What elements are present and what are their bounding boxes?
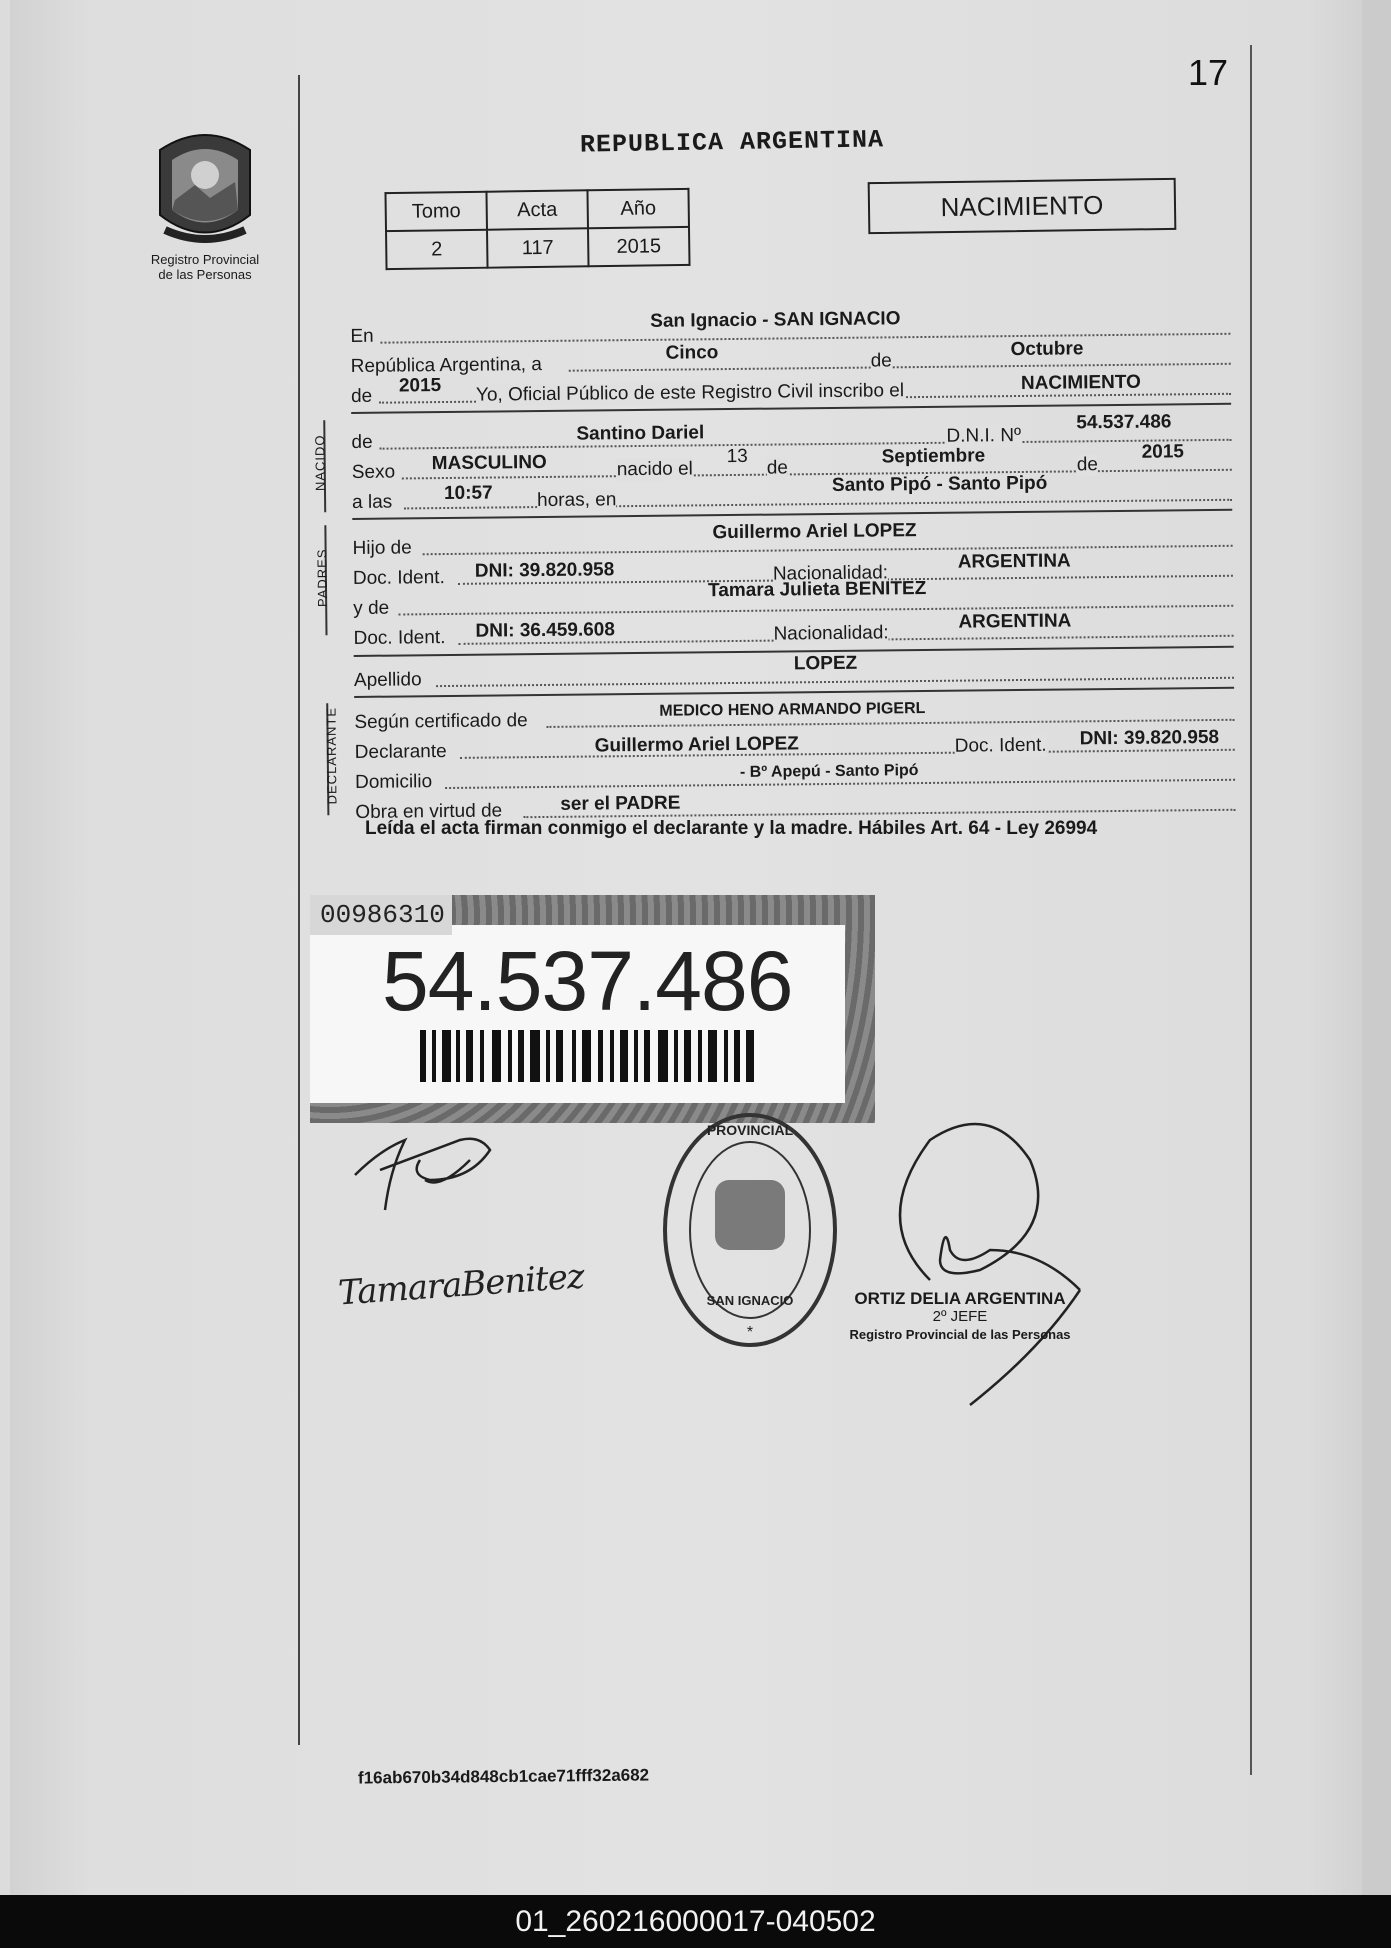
value-father-nationality: ARGENTINA (957, 550, 1071, 573)
ref-value-tomo: 2 (386, 230, 488, 269)
label-a-las: a las (352, 491, 393, 513)
left-margin-rule (298, 75, 300, 1745)
value-month: Octubre (1010, 338, 1084, 361)
label-statement: Yo, Oficial Público de este Registro Civil inscribo el (475, 380, 905, 406)
value-place: San Ignacio - SAN IGNACIO (650, 308, 901, 332)
section-nacido: NACIDO (312, 434, 328, 492)
mother-signature: TamaraBenitez (336, 1256, 586, 1314)
value-declarante: Guillermo Ariel LOPEZ (594, 733, 799, 757)
value-obra: ser el PADRE (560, 792, 681, 815)
label-mother-doc: Doc. Ident. (353, 627, 446, 649)
ref-value-acta: 117 (487, 228, 589, 267)
registry-caption-line-1: Registro Provincial (150, 252, 260, 267)
father-signature-icon (350, 1120, 500, 1220)
label-y-de: y de (353, 597, 390, 619)
value-birth-month: Septiembre (881, 445, 986, 468)
value-child-dni: 54.537.486 (1076, 411, 1172, 434)
ref-header-acta: Acta (486, 190, 588, 229)
official-role: 2º JEFE (932, 1308, 988, 1325)
dni-sticker (310, 895, 875, 1123)
value-mother-name: Tamara Julieta BENITEZ (707, 577, 927, 602)
svg-text:*: * (746, 1324, 754, 1341)
ref-header-tomo: Tomo (385, 192, 487, 231)
label-sexo: Sexo (351, 461, 396, 483)
document-title: REPUBLICA ARGENTINA (579, 125, 885, 160)
value-sexo: MASCULINO (431, 451, 547, 475)
label-de-year: de (350, 385, 373, 407)
label-declarante: Declarante (354, 741, 447, 763)
value-time: 10:57 (443, 482, 493, 505)
legal-statement: Leída el acta firman conmigo el declarante y la madre. Hábiles Art. 64 - Ley 26994 (365, 818, 1098, 839)
label-certificado: Según certificado de (354, 710, 528, 733)
label-domicilio: Domicilio (354, 771, 433, 793)
label-father-doc: Doc. Ident. (352, 567, 445, 589)
label-de-child: de (351, 431, 373, 453)
official-name: ORTIZ DELIA ARGENTINA (854, 1289, 1066, 1308)
value-domicilio: - Bº Apepú - Santo Pipó (739, 762, 919, 781)
page-edge (1362, 0, 1391, 1895)
right-margin-rule (1250, 45, 1252, 1775)
section-padres: PADRES (314, 548, 330, 608)
sticker-dni-number: 54.537.486 (382, 934, 793, 1028)
svg-text:SAN IGNACIO: SAN IGNACIO (706, 1293, 794, 1308)
label-mother-nationality: Nacionalidad: (773, 622, 889, 645)
label-en: En (350, 325, 374, 347)
label-republica: República Argentina, a (350, 353, 542, 377)
value-birth-year: 2015 (1141, 441, 1185, 463)
value-event: NACIMIENTO (1020, 371, 1141, 394)
value-child-name: Santino Dariel (576, 422, 705, 445)
scan-id-footer: 01_260216000017-040502 (0, 1895, 1391, 1948)
sticker-serial: 00986310 (310, 895, 452, 935)
official-stamp-icon (650, 1105, 850, 1355)
label-obra: Obra en virtud de (355, 800, 503, 823)
value-day: Cinco (665, 342, 719, 364)
label-horas: horas, en (537, 489, 617, 512)
label-nacido-el: nacido el (616, 458, 693, 481)
label-de-birth-year: de (1076, 454, 1099, 476)
value-year: 2015 (398, 375, 442, 397)
label-father-nationality: Nacionalidad: (772, 562, 889, 585)
label-de-month: de (766, 457, 789, 479)
value-father-name: Guillermo Ariel LOPEZ (712, 520, 917, 544)
official-block (830, 1290, 1090, 1344)
label-declarante-doc: Doc. Ident. (954, 734, 1047, 757)
value-mother-doc: DNI: 36.459.608 (475, 619, 615, 642)
ref-value-ano: 2015 (588, 227, 690, 266)
ref-header-ano: Año (587, 189, 689, 228)
barcode-icon (420, 1030, 760, 1082)
value-father-doc: DNI: 39.820.958 (474, 559, 615, 582)
record-type-box: NACIMIENTO (868, 178, 1177, 234)
value-declarante-doc: DNI: 39.820.958 (1079, 726, 1220, 750)
label-de: de (870, 350, 892, 372)
label-apellido: Apellido (353, 669, 422, 691)
official-office: Registro Provincial de las Personas (849, 1327, 1071, 1342)
registry-caption-line-2: de las Personas (158, 267, 252, 282)
svg-text:PROVINCIAL: PROVINCIAL (706, 1122, 794, 1138)
value-birth-place: Santo Pipó - Santo Pipó (831, 472, 1048, 496)
official-signature-icon (840, 1100, 1110, 1410)
label-hijo-de: Hijo de (352, 537, 412, 559)
province-coat-of-arms-icon (150, 120, 260, 250)
registry-caption (135, 252, 275, 282)
value-birth-day: 13 (726, 445, 748, 468)
value-apellido: LOPEZ (793, 652, 858, 675)
line-apellido (354, 653, 1234, 692)
document-hash: f16ab670b34d848cb1cae71fff32a682 (357, 1765, 650, 1788)
value-certificado: MEDICO HENO ARMANDO PIGERL (659, 699, 926, 720)
section-declarante: DECLARANTE (323, 706, 340, 805)
page-number: 17 (1188, 52, 1229, 93)
value-mother-nationality: ARGENTINA (958, 610, 1072, 633)
label-dni: D.N.I. Nº (946, 424, 1022, 447)
